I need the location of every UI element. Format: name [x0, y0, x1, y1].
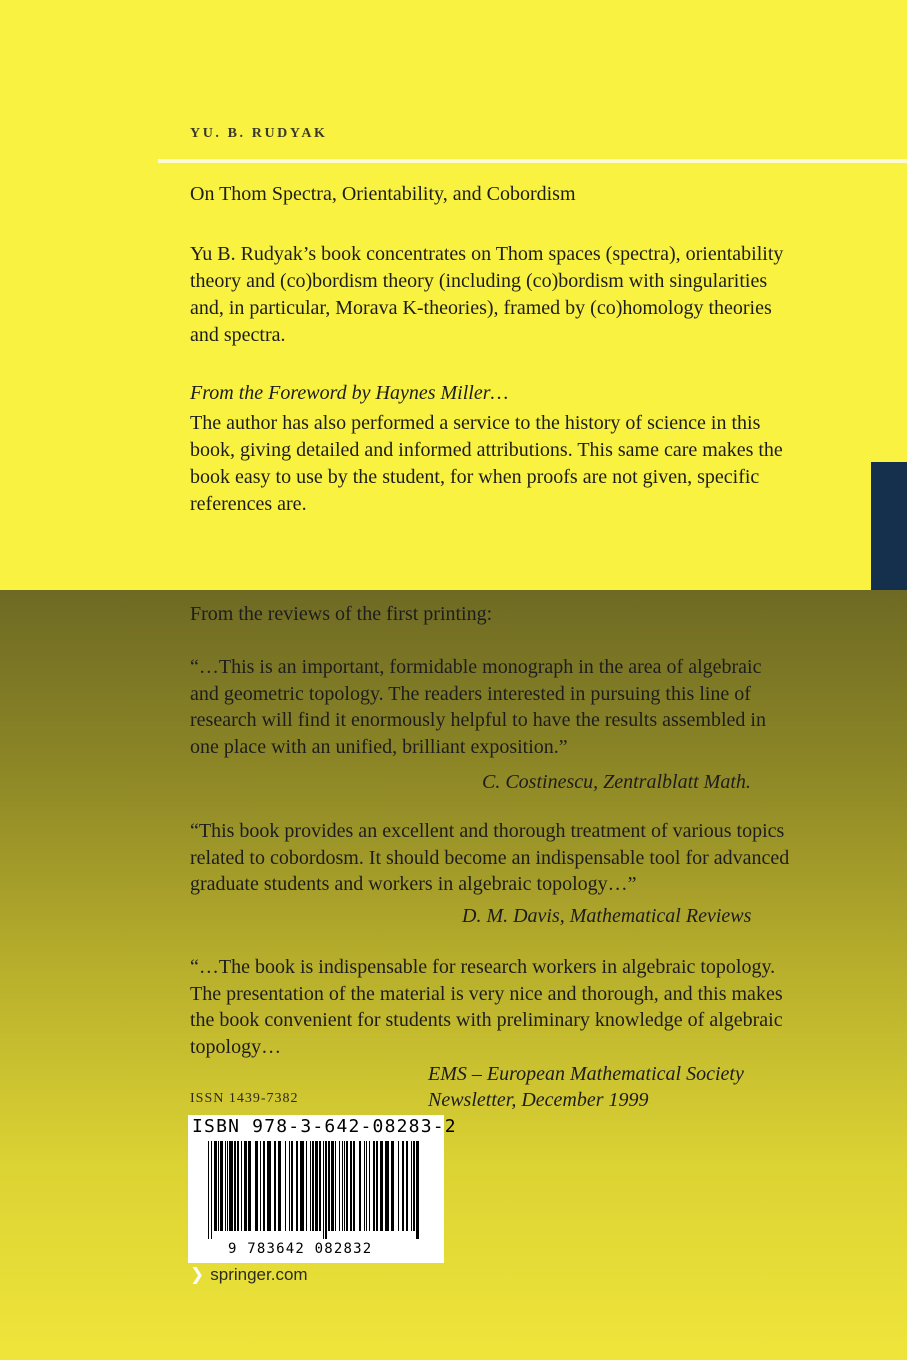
barcode-bar: [244, 1141, 247, 1231]
barcode-bar: [353, 1141, 355, 1231]
barcode-bar: [319, 1141, 321, 1231]
barcode-bar: [291, 1141, 293, 1231]
barcode-bar: [241, 1141, 242, 1231]
book-title: On Thom Spectra, Orientability, and Cobordism: [190, 183, 576, 205]
barcode-bar: [229, 1141, 233, 1231]
barcode-bar: [227, 1141, 228, 1231]
series-spine-tab: [871, 462, 907, 590]
barcode-bar: [260, 1141, 261, 1231]
barcode-bar: [339, 1141, 340, 1231]
barcode-bar: [315, 1141, 318, 1231]
barcode-bar: [211, 1141, 212, 1239]
review-source: C. Costinescu, Zentralblatt Math.: [482, 771, 751, 793]
issn-label: ISSN 1439-7382: [190, 1091, 299, 1106]
barcode-bar: [300, 1141, 304, 1231]
reviews-heading: From the reviews of the first printing:: [190, 603, 493, 625]
barcode-bar: [267, 1141, 271, 1231]
barcode-bar: [385, 1141, 389, 1231]
barcode-bar: [323, 1141, 324, 1239]
barcode-bar: [411, 1141, 412, 1231]
review-quote: “This book provides an excellent and thorough treatment of various topics related to cobordosm. It should become an indispensable tool for advanced graduate students and workers in algebraic topology…”: [190, 820, 790, 895]
barcode-bar: [278, 1141, 281, 1231]
barcode-bar: [373, 1141, 375, 1231]
foreword-label: From the Foreword by Haynes Miller…: [190, 382, 509, 404]
barcode-bar: [225, 1141, 226, 1231]
chevron-right-icon: ❯: [190, 1265, 205, 1284]
barcode-bar: [218, 1141, 219, 1231]
barcode-bar: [325, 1141, 327, 1239]
barcode-bar: [359, 1141, 361, 1231]
review-quote: “…This is an important, formidable monograph in the area of algebraic and geometric topology. The readers interested in pursuing this line of research will find it enormously helpful to have the results assembled in one place with an unified, brilliant exposition.”: [190, 656, 766, 758]
isbn-text: ISBN 978-3-642-08283-2: [192, 1116, 457, 1137]
barcode-bar: [248, 1141, 251, 1231]
author-name: YU. B. RUDYAK: [190, 126, 328, 141]
barcode-bar: [413, 1141, 415, 1231]
header-rule: [158, 159, 907, 163]
barcode-bar: [328, 1141, 330, 1231]
barcode-bar: [234, 1141, 236, 1231]
book-description: Yu B. Rudyak’s book concentrates on Thom spaces (spectra), orientability theory and (co)bordism theory (including (co)bordism with singularities and, in particular, Morava K-theories), framed by (co)homology theories and spectra.: [190, 243, 784, 346]
isbn-digits: 9 783642 082832: [228, 1241, 373, 1257]
publisher-link-text: springer.com: [210, 1265, 308, 1284]
barcode-bar: [285, 1141, 286, 1231]
isbn-barcode: [188, 1115, 457, 1263]
review-source-line: Newsletter, December 1999: [428, 1089, 649, 1111]
barcode-bar: [220, 1141, 223, 1231]
barcode-bar: [263, 1141, 265, 1231]
barcode-bar: [416, 1141, 419, 1239]
barcode-bar: [376, 1141, 378, 1231]
foreword-text: The author has also performed a service to the history of science in this book, giving detailed and informed attributions. This same care makes the book easy to use by the student, for when proofs are not given, specific references are.: [190, 412, 783, 515]
barcode-bar: [380, 1141, 383, 1231]
barcode-bar: [369, 1141, 370, 1231]
review-source-line: EMS – European Mathematical Society: [428, 1063, 744, 1085]
barcode-bar: [208, 1141, 209, 1239]
barcode-bar: [312, 1141, 314, 1231]
barcode-bar: [255, 1141, 258, 1231]
barcode-bar: [402, 1141, 404, 1231]
barcode-bar: [406, 1141, 408, 1231]
review-quote: “…The book is indispensable for research workers in algebraic topology. The presentation of the material is very nice and thorough, and this makes the book convenient for students with preliminary knowledge of algebraic topology…: [190, 956, 783, 1058]
barcode-bar: [214, 1141, 217, 1231]
barcode-bar: [342, 1141, 343, 1231]
review-source: D. M. Davis, Mathematical Reviews: [462, 905, 752, 927]
barcode-bar: [398, 1141, 399, 1231]
barcode-bar: [366, 1141, 367, 1231]
barcode-bar: [391, 1141, 394, 1231]
barcode-bar: [310, 1141, 311, 1231]
publisher-link[interactable]: [190, 1265, 308, 1285]
barcode-bar: [274, 1141, 276, 1231]
barcode-bars: [208, 1141, 424, 1239]
barcode-bar: [350, 1141, 352, 1231]
barcode-bar: [335, 1141, 336, 1231]
barcode-bar: [344, 1141, 345, 1231]
barcode-bar: [306, 1141, 307, 1231]
barcode-bar: [237, 1141, 239, 1231]
barcode-bar: [364, 1141, 365, 1231]
barcode-bar: [331, 1141, 334, 1231]
review-source: [428, 1061, 744, 1113]
barcode-bar: [289, 1141, 290, 1231]
barcode-bar: [296, 1141, 298, 1231]
barcode-bar: [346, 1141, 348, 1231]
